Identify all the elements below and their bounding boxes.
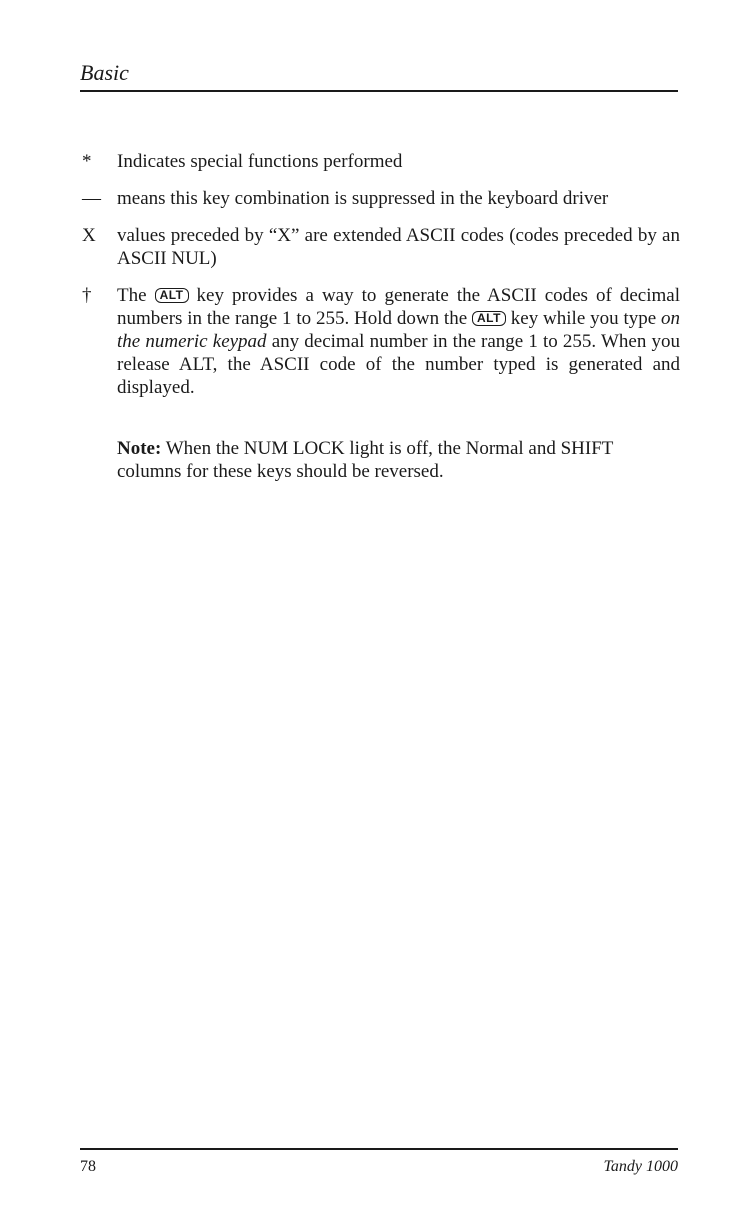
text-run: key provides a way to generate the ASCII codes of decimal numbers in the range 1 to 255. Hold down the [117,285,680,329]
legend-item-dagger [80,284,680,399]
note-label: Note: [117,438,162,459]
legend-symbol: * [82,151,92,172]
legend-text: Indicates special functions performed [117,151,403,172]
legend-symbol: — [82,188,101,209]
legend-item-x [80,224,680,270]
page-number: 78 [80,1158,96,1175]
header-divider [80,90,678,92]
legend-item-dash [80,187,680,210]
text-run: key while you type [505,308,661,329]
legend-text: values preceded by “X” are extended ASCII codes (codes preceded by an ASCII NUL) [117,225,680,269]
legend-item-asterisk [80,150,680,173]
note-paragraph [117,437,680,483]
footer-divider [80,1148,678,1150]
alt-keycap: ALT [155,288,189,303]
alt-keycap: ALT [472,311,506,326]
footer-title: Tandy 1000 [603,1158,678,1175]
italic-text-run: on the numeric keypad [117,308,680,352]
legend-symbol: † [82,285,92,306]
legend-text: means this key combination is suppressed in the keyboard driver [117,188,609,209]
text-run: The [117,285,155,306]
page-header-title: Basic [80,60,129,85]
legend-symbol: X [82,225,96,246]
symbol-legend [80,150,680,413]
note-text: When the NUM LOCK light is off, the Normal and SHIFT columns for these keys should be reversed. [117,438,614,482]
legend-text-alt-key [117,284,680,399]
text-run: any decimal number in the range 1 to 255. When you release ALT, the ASCII code of the number typed is generated and displayed. [117,331,680,398]
